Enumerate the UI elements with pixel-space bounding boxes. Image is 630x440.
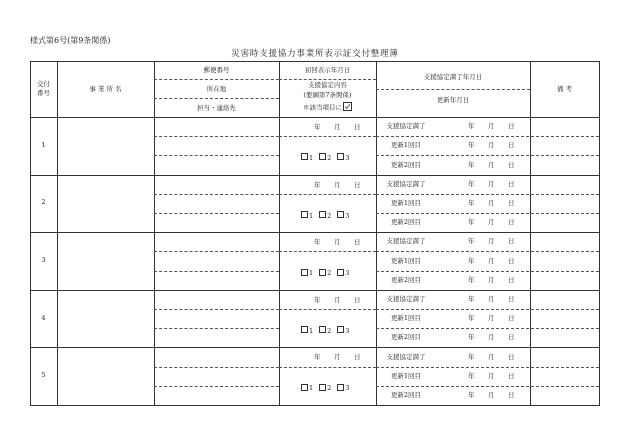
row-renewal-dash <box>376 155 599 156</box>
support-checkbox-item[interactable] <box>337 154 349 162</box>
checkbox-icon[interactable] <box>319 269 326 276</box>
row-first-display-date-day: 日 <box>354 180 361 189</box>
checkbox-icon[interactable] <box>337 326 344 333</box>
row-first-display-date-day: 日 <box>354 123 361 131</box>
row-first-display-date-day: 日 <box>354 295 361 304</box>
checkbox-label: 3 <box>345 269 350 278</box>
row-first-display-date-month: 月 <box>334 123 341 131</box>
check-mark-icon <box>343 102 352 111</box>
register-table <box>30 61 599 405</box>
column-line <box>376 61 377 405</box>
row-renewal-dash <box>376 251 599 252</box>
row-renewal-date-month: 月 <box>488 294 495 303</box>
row-address-dash <box>154 271 279 272</box>
row-address-dash <box>154 386 279 387</box>
row-first-display-date-year: 年 <box>314 123 321 131</box>
header-check-note-wrap <box>279 102 376 111</box>
row-renewal-date-year: 年 <box>468 141 475 150</box>
row-renewal-date-day: 日 <box>508 352 515 361</box>
checkbox-label: 1 <box>309 384 314 393</box>
row-renewal2-label: 更新2回目 <box>390 160 422 169</box>
column-line <box>154 61 155 405</box>
row-divider <box>30 232 599 233</box>
checkbox-label: 1 <box>309 326 314 335</box>
table-border-top <box>30 61 599 62</box>
row-first-display-date-month: 月 <box>334 353 341 362</box>
row-renewal-date-month: 月 <box>488 390 495 399</box>
support-checkbox-item[interactable] <box>337 212 349 220</box>
checkbox-label: 2 <box>327 211 332 220</box>
row-renewal-date-day: 日 <box>508 314 515 323</box>
row-renewal-date-day: 日 <box>508 122 515 131</box>
row-divider <box>30 175 599 176</box>
checkbox-icon[interactable] <box>319 153 326 160</box>
row-renewal-dash <box>376 194 599 195</box>
row-address-dash <box>154 136 279 137</box>
row-renewal-date-year: 年 <box>468 314 475 323</box>
checkbox-icon[interactable] <box>301 384 308 391</box>
checkbox-icon[interactable] <box>319 326 326 333</box>
row-date-dash <box>279 251 376 252</box>
row-date-dash <box>279 367 376 368</box>
support-content-checkboxes <box>301 384 355 392</box>
row-renewal-date-day: 日 <box>508 179 515 188</box>
row-renewal-date-day: 日 <box>508 198 515 207</box>
checkbox-icon[interactable] <box>301 269 308 276</box>
row-address-dash <box>154 328 279 329</box>
header-postal-code: 郵便番号 <box>203 66 230 74</box>
row-renewal-date-month: 月 <box>488 141 495 150</box>
row-renewal-date-month: 月 <box>488 237 495 246</box>
support-checkbox-item[interactable] <box>319 327 331 335</box>
support-checkbox-item[interactable] <box>319 212 331 220</box>
row-renewal2-label: 更新2回目 <box>390 333 422 342</box>
header-first-display-date: 初回表示年月日 <box>304 66 351 74</box>
row-renewal-date-day: 日 <box>508 218 515 227</box>
support-checkbox-item[interactable] <box>301 269 313 277</box>
row-renewal-date-day: 日 <box>508 237 515 246</box>
column-line <box>279 61 280 405</box>
support-checkbox-item[interactable] <box>301 212 313 220</box>
row-renewal-date-month: 月 <box>488 218 495 227</box>
row-divider <box>30 347 599 348</box>
checkbox-label: 2 <box>327 153 332 162</box>
row-renewal-date-year: 年 <box>468 333 475 342</box>
row-first-display-date-year: 年 <box>314 353 321 362</box>
header-support-content: 支援協定内容 <box>308 81 347 89</box>
checkbox-icon[interactable] <box>301 211 308 218</box>
checkbox-icon[interactable] <box>319 211 326 218</box>
checkbox-label: 2 <box>327 269 332 278</box>
row-renewal-date-day: 日 <box>508 294 515 303</box>
row-number: 1 <box>41 140 46 149</box>
support-checkbox-item[interactable] <box>301 154 313 162</box>
row-address-dash <box>154 309 279 310</box>
row-first-display-date-day: 日 <box>354 238 361 247</box>
row-renewal-date-year: 年 <box>468 371 475 380</box>
row-renewal2-label: 更新2回目 <box>390 275 422 284</box>
table-border-left <box>30 61 31 405</box>
header-remarks: 備 考 <box>556 85 573 93</box>
row-first-display-date-year: 年 <box>314 238 321 247</box>
row-renewal-date-day: 日 <box>508 371 515 380</box>
support-checkbox-item[interactable] <box>337 269 349 277</box>
row-renewal-dash <box>376 213 599 214</box>
row-date-dash <box>279 136 376 137</box>
row-divider <box>30 290 599 291</box>
row-number: 3 <box>41 256 46 264</box>
checkbox-label: 3 <box>345 153 350 162</box>
row-renewal-date-month: 月 <box>488 371 495 380</box>
row-first-display-date-year: 年 <box>314 180 321 189</box>
support-content-checkboxes <box>301 153 355 161</box>
row-renewal-date-day: 日 <box>508 160 515 169</box>
row-first-display-date-day: 日 <box>354 353 361 362</box>
support-checkbox-item[interactable] <box>319 384 331 392</box>
form-number: 様式第6号(第9条関係) <box>30 36 111 45</box>
row-renewal-date-day: 日 <box>508 256 515 265</box>
row-renewal-date-year: 年 <box>468 237 475 246</box>
row-renewal-date-day: 日 <box>508 390 515 399</box>
row-renewal-date-year: 年 <box>468 294 475 303</box>
row-renewal-date-month: 月 <box>488 275 495 284</box>
support-content-checkboxes <box>301 269 355 277</box>
checkbox-label: 3 <box>345 211 350 220</box>
row-renewal-dash <box>376 309 599 310</box>
row-renewal-date-year: 年 <box>468 198 475 207</box>
row-renewal2-label: 更新2回目 <box>390 218 422 227</box>
row-first-display-date-year: 年 <box>314 295 321 304</box>
support-checkbox-item[interactable] <box>319 154 331 162</box>
checkbox-icon[interactable] <box>337 384 344 391</box>
row-renewal-date-year: 年 <box>468 352 475 361</box>
support-checkbox-item[interactable] <box>337 384 349 392</box>
row-renewal-date-month: 月 <box>488 333 495 342</box>
row-expiry-label: 支援協定満了 <box>386 179 426 188</box>
row-renewal-date-month: 月 <box>488 160 495 169</box>
row-expiry-label: 支援協定満了 <box>386 237 426 246</box>
checkbox-label: 1 <box>309 153 314 162</box>
row-renewal-date-year: 年 <box>468 275 475 284</box>
header-divider <box>30 117 599 118</box>
header-contact: 担当・連絡先 <box>197 104 236 112</box>
row-renewal2-label: 更新2回目 <box>390 390 422 399</box>
row-renewal-date-year: 年 <box>468 256 475 265</box>
row-renewal1-label: 更新1回目 <box>390 371 422 380</box>
checkbox-label: 1 <box>309 269 314 278</box>
column-line <box>530 61 531 405</box>
checkbox-label: 2 <box>327 326 332 335</box>
row-renewal-date-day: 日 <box>508 141 515 150</box>
row-renewal1-label: 更新1回目 <box>390 198 422 207</box>
checkbox-icon[interactable] <box>337 153 344 160</box>
row-first-display-date-month: 月 <box>334 180 341 189</box>
support-content-checkboxes <box>301 326 355 334</box>
row-renewal-date-year: 年 <box>468 122 475 131</box>
row-renewal-date-month: 月 <box>488 198 495 207</box>
row-renewal-date-month: 月 <box>488 314 495 323</box>
row-renewal1-label: 更新1回目 <box>390 141 422 150</box>
support-checkbox-item[interactable] <box>319 269 331 277</box>
checkbox-label: 1 <box>309 211 314 220</box>
row-renewal-date-month: 月 <box>488 256 495 265</box>
row-address-dash <box>154 213 279 214</box>
row-address-dash <box>154 155 279 156</box>
checkbox-label: 3 <box>345 326 350 335</box>
checkbox-icon[interactable] <box>337 269 344 276</box>
row-renewal-date-month: 月 <box>488 352 495 361</box>
row-renewal-date-month: 月 <box>488 122 495 131</box>
header-dash <box>154 79 279 80</box>
row-date-dash <box>279 309 376 310</box>
row-renewal-dash <box>376 386 599 387</box>
row-renewal-dash <box>376 271 599 272</box>
row-renewal-date-year: 年 <box>468 390 475 399</box>
header-dash <box>154 98 279 99</box>
row-expiry-label: 支援協定満了 <box>386 122 426 131</box>
header-renewal-date: 更新年月日 <box>436 96 470 104</box>
row-renewal-date-year: 年 <box>468 179 475 188</box>
checkbox-icon[interactable] <box>301 326 308 333</box>
row-renewal-date-year: 年 <box>468 160 475 169</box>
support-checkbox-item[interactable] <box>301 327 313 335</box>
document-title: 災害時支援協力事業所表示証交付整理簿 <box>231 49 399 59</box>
row-renewal-date-year: 年 <box>468 218 475 227</box>
row-renewal-date-day: 日 <box>508 333 515 342</box>
row-address-dash <box>154 251 279 252</box>
support-checkbox-item[interactable] <box>337 327 349 335</box>
row-first-display-date-month: 月 <box>334 295 341 304</box>
checkbox-label: 3 <box>345 384 350 393</box>
header-agreement-expiry: 支援協定満了年月日 <box>423 73 483 81</box>
header-office-name: 事 業 所 名 <box>89 85 122 93</box>
row-number: 2 <box>41 198 46 207</box>
row-renewal-date-day: 日 <box>508 275 515 284</box>
header-address: 所在地 <box>206 85 227 93</box>
header-number: 交付 番号 <box>37 80 50 98</box>
row-expiry-label: 支援協定満了 <box>386 352 426 361</box>
header-dash <box>279 79 376 80</box>
row-first-display-date-month: 月 <box>334 238 341 247</box>
row-renewal1-label: 更新1回目 <box>390 256 422 265</box>
row-address-dash <box>154 194 279 195</box>
row-date-dash <box>279 194 376 195</box>
checkbox-label: 2 <box>327 384 332 393</box>
row-renewal-date-month: 月 <box>488 179 495 188</box>
row-renewal-dash <box>376 136 599 137</box>
support-checkbox-item[interactable] <box>301 384 313 392</box>
header-check-note: ※該当項目に <box>303 103 342 112</box>
row-renewal1-label: 更新1回目 <box>390 314 422 323</box>
column-line <box>57 61 58 405</box>
support-content-checkboxes <box>301 211 355 219</box>
header-dash <box>376 89 530 90</box>
row-renewal-dash <box>376 328 599 329</box>
table-border-bottom <box>30 405 600 406</box>
table-border-right <box>599 61 600 405</box>
checkbox-icon[interactable] <box>337 211 344 218</box>
header-support-content-note: (要綱第7条関係) <box>303 91 352 99</box>
row-expiry-label: 支援協定満了 <box>386 294 426 303</box>
checkbox-icon[interactable] <box>301 153 308 160</box>
row-renewal-dash <box>376 367 599 368</box>
row-number: 5 <box>41 371 46 380</box>
checkbox-icon[interactable] <box>319 384 326 391</box>
row-number: 4 <box>41 313 46 322</box>
row-address-dash <box>154 367 279 368</box>
